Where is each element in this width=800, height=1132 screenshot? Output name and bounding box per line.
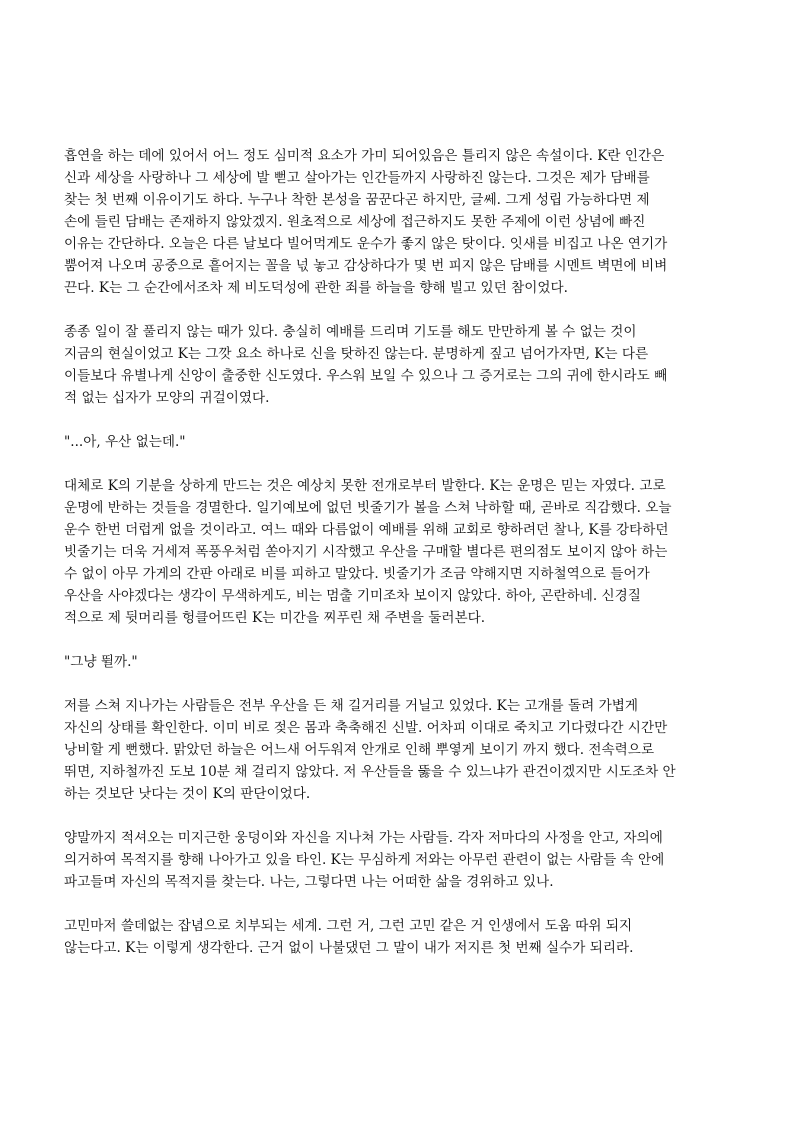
text-line: 운명에 반하는 것들을 경멸한다. 일기예보에 없던 빗줄기가 볼을 스쳐 낙하할 때, 곧바로 직감했다. 오늘 bbox=[64, 500, 672, 516]
text-line: 흡연을 하는 데에 있어서 어느 정도 심미적 요소가 가미 되어있음은 틀리지 않은 속설이다. K란 인간은 bbox=[64, 148, 665, 164]
dialogue-paragraph bbox=[64, 431, 764, 453]
text-line: 이들보다 유별나게 신앙이 출중한 신도였다. 우스워 보일 수 있으나 그 증거로는 그의 귀에 한시라도 빼 bbox=[64, 368, 668, 384]
text-line: 뛰면, 지하철까진 도보 10분 채 걸리지 않았다. 저 우산들을 뚫을 수 있느냐가 관건이겠지만 시도조차 안 bbox=[64, 764, 676, 780]
text-line: 저를 스쳐 지나가는 사람들은 전부 우산을 든 채 길거리를 거닐고 있었다. K는 고개를 돌려 가볍게 bbox=[64, 698, 638, 714]
text-line: 자신의 상태를 확인한다. 이미 비로 젖은 몸과 축축해진 신발. 어차피 이대로 죽치고 기다렸다간 시간만 bbox=[64, 720, 668, 736]
text-line: 수 없이 아무 가게의 간판 아래로 비를 피하고 말았다. 빗줄기가 조금 약해지면 지하철역으로 들어가 bbox=[64, 566, 650, 582]
text-line: 우산을 사야겠다는 생각이 무색하게도, 비는 멈출 기미조차 보이지 않았다. 하아, 곤란하네. 신경질 bbox=[64, 588, 641, 604]
text-line: 이유는 간단하다. 오늘은 다른 날보다 빌어먹게도 운수가 좋지 않은 탓이다. 잇새를 비집고 나온 연기가 bbox=[64, 236, 668, 252]
paragraph bbox=[64, 827, 764, 893]
text-line: 적으로 제 뒷머리를 헝클어뜨린 K는 미간을 찌푸린 채 주변을 둘러본다. bbox=[64, 610, 486, 626]
paragraph bbox=[64, 915, 764, 959]
paragraph bbox=[64, 145, 764, 299]
text-line: 하는 것보단 낫다는 것이 K의 판단이었다. bbox=[64, 786, 311, 802]
text-line: 종종 일이 잘 풀리지 않는 때가 있다. 충실히 예배를 드리며 기도를 해도 만만하게 볼 수 없는 것이 bbox=[64, 324, 637, 340]
paragraph-gap bbox=[64, 805, 764, 827]
text-line: 빗줄기는 더욱 거세져 폭풍우처럼 쏟아지기 시작했고 우산을 구매할 별다른 편의점도 보이지 않아 하는 bbox=[64, 544, 668, 560]
paragraph-gap bbox=[64, 453, 764, 475]
text-line: 낭비할 게 뻔했다. 맑았던 하늘은 어느새 어두워져 안개로 인해 뿌옇게 보이기 까지 했다. 전속력으로 bbox=[64, 742, 655, 758]
text-line: 끈다. K는 그 순간에서조차 제 비도덕성에 관한 죄를 하늘을 향해 빌고 있던 참이었다. bbox=[64, 280, 568, 296]
paragraph-gap bbox=[64, 893, 764, 915]
text-line: 신과 세상을 사랑하나 그 세상에 발 뻗고 살아가는 인간들까지 사랑하진 않는다. 그것은 제가 담배를 bbox=[64, 170, 650, 186]
paragraph bbox=[64, 475, 764, 629]
dialogue-paragraph bbox=[64, 651, 764, 673]
text-line: 고민마저 쓸데없는 잡념으로 치부되는 세계. 그런 거, 그런 고민 같은 거 인생에서 도움 따위 되지 bbox=[64, 918, 633, 934]
dialogue-line: "그냥 뛸까." bbox=[64, 654, 138, 670]
text-line: 지금의 현실이었고 K는 그깟 요소 하나로 신을 탓하진 않는다. 분명하게 짚고 넘어가자면, K는 다른 bbox=[64, 346, 649, 362]
text-line: 파고들며 자신의 목적지를 찾는다. 나는, 그렇다면 나는 어떠한 삶을 경위하고 있나. bbox=[64, 874, 554, 890]
text-line: 대체로 K의 기분을 상하게 만드는 것은 예상치 못한 전개로부터 발한다. K는 운명은 믿는 자였다. 고로 bbox=[64, 478, 666, 494]
text-line: 않는다고. K는 이렇게 생각한다. 근거 없이 나불댔던 그 말이 내가 저지른 첫 번째 실수가 되리라. bbox=[64, 940, 634, 956]
paragraph-gap bbox=[64, 409, 764, 431]
paragraph-gap bbox=[64, 299, 764, 321]
paragraph-gap bbox=[64, 673, 764, 695]
text-line: 운수 한번 더럽게 없을 것이라고. 여느 때와 다름없이 예배를 위해 교회로 향하려던 찰나, K를 강타하던 bbox=[64, 522, 669, 538]
text-line: 의거하여 목적지를 향해 나아가고 있을 타인. K는 무심하게 저와는 아무런 관련이 없는 사람들 속 안에 bbox=[64, 852, 665, 868]
paragraph bbox=[64, 321, 764, 409]
paragraph-gap bbox=[64, 629, 764, 651]
text-line: 양말까지 적셔오는 미지근한 웅덩이와 자신을 지나쳐 가는 사람들. 각자 저마다의 사정을 안고, 자의에 bbox=[64, 830, 663, 846]
text-line: 적 없는 십자가 모양의 귀걸이였다. bbox=[64, 390, 270, 406]
paragraph bbox=[64, 695, 764, 805]
text-line: 뿜어져 나오며 공중으로 흩어지는 꼴을 넋 놓고 감상하다가 몇 번 피지 않은 담배를 시멘트 벽면에 비벼 bbox=[64, 258, 668, 274]
dialogue-line: "...아, 우산 없는데." bbox=[64, 434, 186, 450]
text-line: 손에 들린 담배는 존재하지 않았겠지. 원초적으로 세상에 접근하지도 못한 주제에 이런 상념에 빠진 bbox=[64, 214, 646, 230]
text-line: 찾는 첫 번째 이유이기도 하다. 누구나 착한 본성을 꿈꾼다곤 하지만, 글쎄. 그게 성립 가능하다면 제 bbox=[64, 192, 650, 208]
document-body bbox=[64, 145, 764, 959]
